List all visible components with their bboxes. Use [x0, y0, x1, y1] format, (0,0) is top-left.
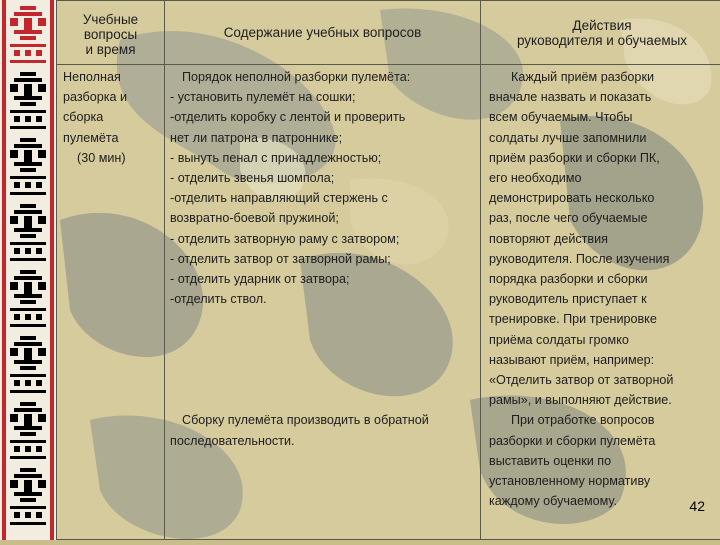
action-line: вначале назвать и показать	[489, 87, 719, 107]
topic-line: пулемёта	[63, 128, 160, 148]
action-line: выставить оценки по	[489, 451, 719, 471]
assembly-line: последовательности.	[170, 431, 478, 451]
topic-line: сборка	[63, 107, 160, 127]
header-col1-line: Учебные	[57, 12, 164, 27]
content-row	[57, 65, 720, 540]
header-actions	[481, 1, 720, 65]
topic-line: разборка и	[63, 87, 160, 107]
header-questions-time	[57, 1, 165, 65]
header-col3-line: руководителя и обучаемых	[481, 33, 720, 48]
folk-ornament-strip	[0, 0, 56, 540]
assembly-line: Сборку пулемёта производить в обратной	[170, 410, 478, 430]
action-line: каждому обучаемому.	[489, 491, 719, 511]
header-row	[57, 1, 720, 65]
action-line: солдаты лучше запомнили	[489, 128, 719, 148]
action-line: раз, после чего обучаемые	[489, 208, 719, 228]
content-cell	[165, 65, 481, 540]
action-line: порядка разборки и сборки	[489, 269, 719, 289]
action-line: приём разборки и сборки ПК,	[489, 148, 719, 168]
step-line: - отделить затвор от затворной рамы;	[170, 249, 478, 269]
step-line: - установить пулемёт на сошки;	[170, 87, 478, 107]
actions-cell	[481, 65, 720, 540]
action-line: Каждый приём разборки	[489, 67, 719, 87]
topic-line: Неполная	[63, 67, 160, 87]
action-line: демонстрировать несколько	[489, 188, 719, 208]
step-line: - отделить звенья шомпола;	[170, 168, 478, 188]
lesson-plan-table-wrapper	[56, 0, 720, 540]
action-line: установленному нормативу	[489, 471, 719, 491]
spacer	[170, 309, 478, 410]
header-col1-line: и время	[57, 42, 164, 57]
action-line: тренировке. При тренировке	[489, 309, 719, 329]
action-line: руководителя. После изучения	[489, 249, 719, 269]
step-line: возвратно-боевой пружиной;	[170, 208, 478, 228]
action-line: «Отделить затвор от затворной	[489, 370, 719, 390]
questions-time-cell	[57, 65, 165, 540]
action-line: его необходимо	[489, 168, 719, 188]
action-line: рамы», и выполняют действие.	[489, 390, 719, 410]
step-line: -отделить направляющий стержень с	[170, 188, 478, 208]
step-line: -отделить коробку с лентой и проверить	[170, 107, 478, 127]
action-line: всем обучаемым. Чтобы	[489, 107, 719, 127]
action-line: называют приём, например:	[489, 350, 719, 370]
step-line: -отделить ствол.	[170, 289, 478, 309]
header-col2-text: Содержание учебных вопросов	[224, 25, 422, 40]
step-line: - вынуть пенал с принадлежностью;	[170, 148, 478, 168]
action-line: руководитель приступает к	[489, 289, 719, 309]
step-line: - отделить ударник от затвора;	[170, 269, 478, 289]
step-line: - отделить затворную раму с затвором;	[170, 229, 478, 249]
header-content	[165, 1, 481, 65]
disassembly-intro: Порядок неполной разборки пулемёта:	[170, 67, 478, 87]
action-line: повторяют действия	[489, 229, 719, 249]
ornament-pattern	[0, 0, 56, 540]
header-col1-line: вопросы	[57, 27, 164, 42]
topic-duration: (30 мин)	[63, 148, 160, 168]
lesson-plan-table	[56, 0, 720, 540]
step-line: нет ли патрона в патроннике;	[170, 128, 478, 148]
action-line: При отработке вопросов	[489, 410, 719, 430]
action-line: разборки и сборки пулемёта	[489, 431, 719, 451]
action-line: приёма солдаты громко	[489, 330, 719, 350]
header-col3-line: Действия	[481, 18, 720, 33]
page-number: 42	[689, 498, 705, 514]
